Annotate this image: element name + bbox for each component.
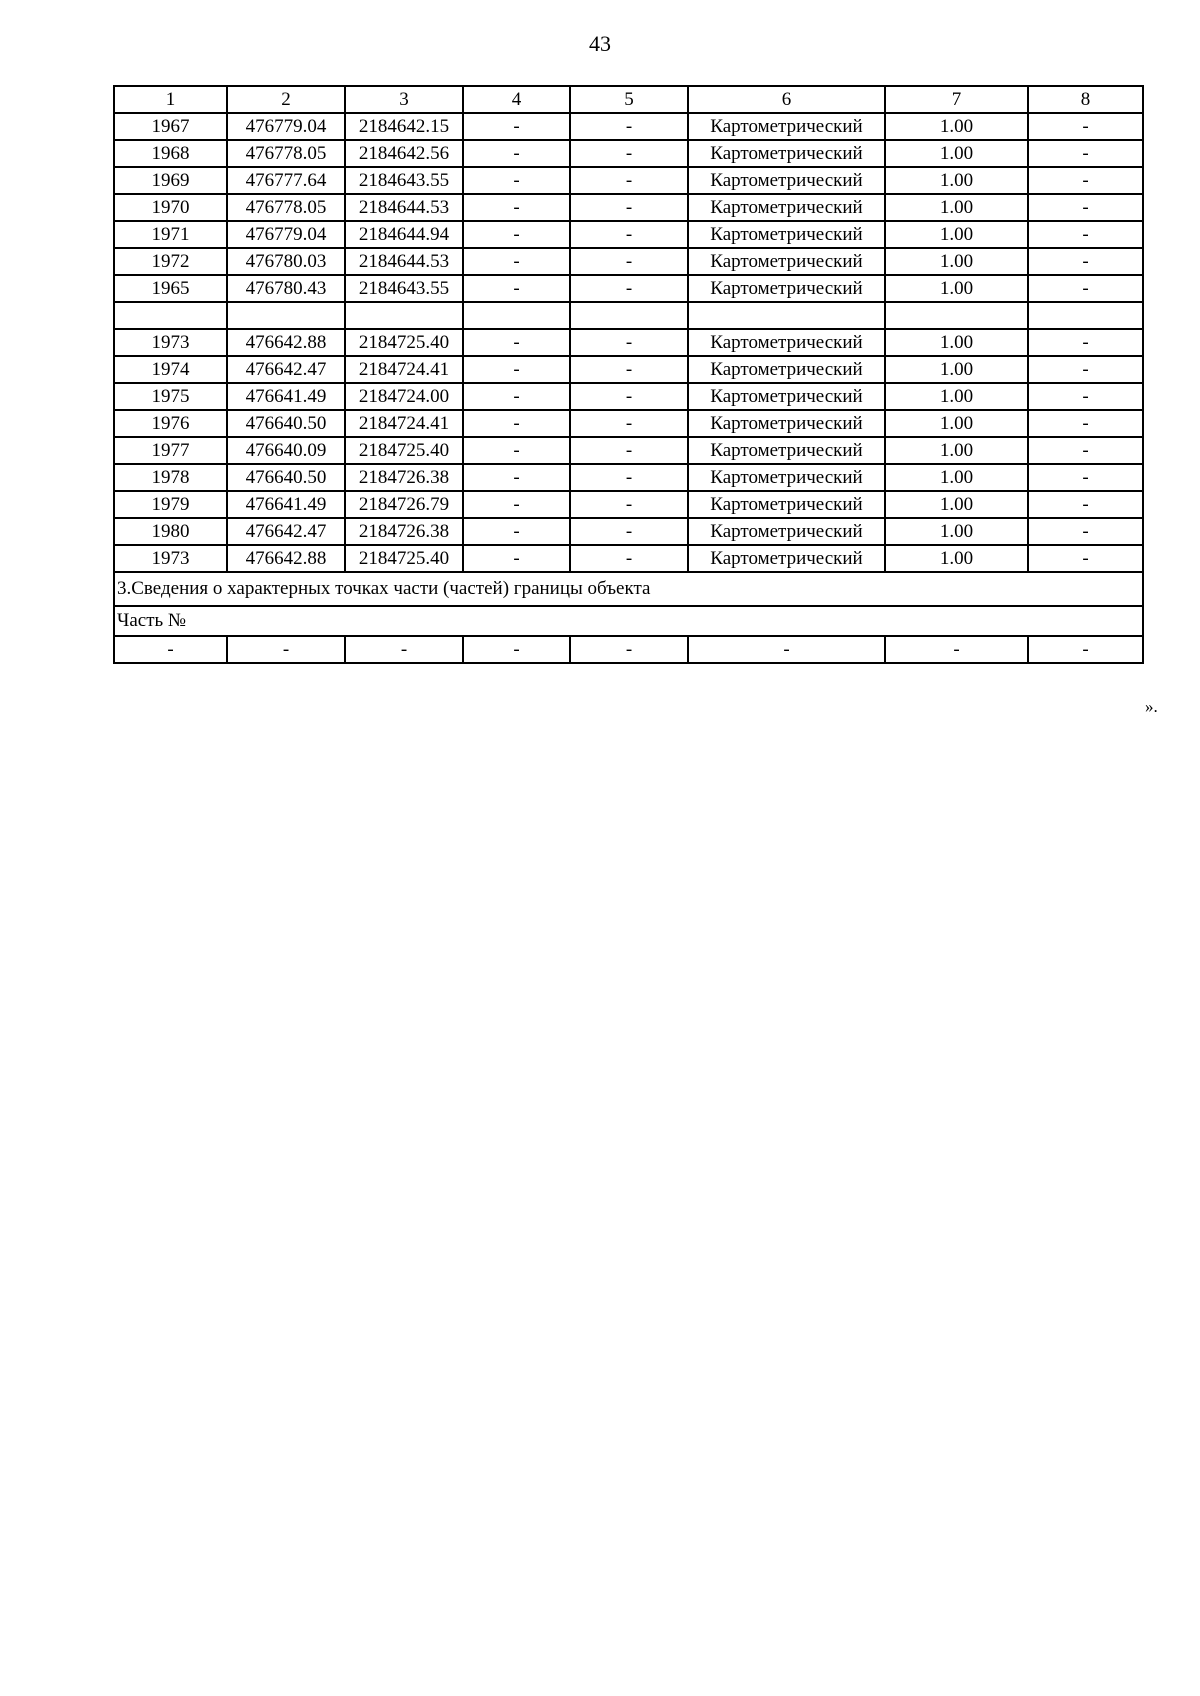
table-row	[114, 356, 1143, 383]
table-row-empty	[114, 302, 1143, 329]
y-coordinate-cell: 2184724.41	[345, 356, 463, 383]
method-cell: Картометрический	[688, 221, 885, 248]
point-number-cell: 1971	[114, 221, 227, 248]
x-coordinate-cell: 476640.09	[227, 437, 345, 464]
x-coordinate-cell: 476777.64	[227, 167, 345, 194]
table-cell: -	[1028, 464, 1143, 491]
table-row	[114, 383, 1143, 410]
table-cell: -	[570, 194, 688, 221]
point-number-cell: 1973	[114, 545, 227, 572]
method-cell: Картометрический	[688, 437, 885, 464]
x-coordinate-cell: 476641.49	[227, 383, 345, 410]
point-number-cell: 1973	[114, 329, 227, 356]
table-row	[114, 437, 1143, 464]
y-coordinate-cell: 2184724.00	[345, 383, 463, 410]
y-coordinate-cell: 2184726.38	[345, 518, 463, 545]
table-cell: -	[463, 410, 570, 437]
x-coordinate-cell: 476640.50	[227, 410, 345, 437]
table-cell	[463, 302, 570, 329]
part-data-row	[114, 636, 1143, 663]
x-coordinate-cell: 476780.43	[227, 275, 345, 302]
table-cell: -	[570, 140, 688, 167]
point-number-cell: 1967	[114, 113, 227, 140]
table-row	[114, 194, 1143, 221]
table-cell: -	[570, 491, 688, 518]
header-cell: 2	[227, 86, 345, 113]
header-cell: 1	[114, 86, 227, 113]
y-coordinate-cell: 2184644.53	[345, 194, 463, 221]
table-cell: -	[688, 636, 885, 663]
table-cell: -	[885, 636, 1028, 663]
method-cell: Картометрический	[688, 356, 885, 383]
table-cell: -	[570, 275, 688, 302]
header-cell: 4	[463, 86, 570, 113]
point-number-cell: 1979	[114, 491, 227, 518]
table-header-row	[114, 86, 1143, 113]
accuracy-cell: 1.00	[885, 356, 1028, 383]
table-cell: -	[1028, 518, 1143, 545]
page-number: 43	[589, 31, 611, 56]
method-cell: Картометрический	[688, 194, 885, 221]
header-cell: 8	[1028, 86, 1143, 113]
table-cell: -	[463, 275, 570, 302]
method-cell: Картометрический	[688, 329, 885, 356]
table-cell: -	[463, 140, 570, 167]
point-number-cell: 1978	[114, 464, 227, 491]
method-cell: Картометрический	[688, 545, 885, 572]
accuracy-cell: 1.00	[885, 194, 1028, 221]
table-cell: -	[463, 194, 570, 221]
accuracy-cell: 1.00	[885, 383, 1028, 410]
x-coordinate-cell: 476779.04	[227, 221, 345, 248]
table-cell: -	[1028, 113, 1143, 140]
x-coordinate-cell: 476778.05	[227, 194, 345, 221]
table-cell: -	[1028, 167, 1143, 194]
table-cell: -	[463, 356, 570, 383]
section-title: 3.Сведения о характерных точках части (частей) границы объекта	[114, 572, 1143, 606]
accuracy-cell: 1.00	[885, 167, 1028, 194]
method-cell: Картометрический	[688, 275, 885, 302]
table-cell: -	[463, 491, 570, 518]
table-cell: -	[1028, 275, 1143, 302]
table-row	[114, 248, 1143, 275]
table-cell	[570, 302, 688, 329]
accuracy-cell: 1.00	[885, 329, 1028, 356]
accuracy-cell: 1.00	[885, 221, 1028, 248]
point-number-cell: 1965	[114, 275, 227, 302]
table-cell: -	[463, 221, 570, 248]
table-cell: -	[570, 636, 688, 663]
table-cell: -	[1028, 248, 1143, 275]
table-row	[114, 545, 1143, 572]
table-cell: -	[463, 518, 570, 545]
table-cell: -	[570, 518, 688, 545]
table-cell: -	[570, 248, 688, 275]
table-cell: -	[1028, 545, 1143, 572]
x-coordinate-cell: 476641.49	[227, 491, 345, 518]
method-cell: Картометрический	[688, 140, 885, 167]
table-cell: -	[463, 329, 570, 356]
y-coordinate-cell: 2184644.53	[345, 248, 463, 275]
closing-quote-mark: ».	[1145, 697, 1158, 716]
y-coordinate-cell: 2184726.79	[345, 491, 463, 518]
y-coordinate-cell: 2184643.55	[345, 275, 463, 302]
header-cell: 7	[885, 86, 1028, 113]
part-label: Часть №	[114, 606, 1143, 636]
x-coordinate-cell: 476642.47	[227, 518, 345, 545]
point-number-cell: 1969	[114, 167, 227, 194]
point-number-cell: 1970	[114, 194, 227, 221]
x-coordinate-cell: 476779.04	[227, 113, 345, 140]
point-number-cell: 1980	[114, 518, 227, 545]
point-number-cell: 1968	[114, 140, 227, 167]
table-cell: -	[1028, 636, 1143, 663]
accuracy-cell: 1.00	[885, 275, 1028, 302]
header-cell: 6	[688, 86, 885, 113]
coordinates-table	[113, 85, 1144, 664]
table-cell: -	[463, 464, 570, 491]
accuracy-cell: 1.00	[885, 410, 1028, 437]
accuracy-cell: 1.00	[885, 491, 1028, 518]
table-cell: -	[570, 221, 688, 248]
method-cell: Картометрический	[688, 383, 885, 410]
table-cell: -	[345, 636, 463, 663]
table-cell: -	[570, 545, 688, 572]
table-cell	[885, 302, 1028, 329]
accuracy-cell: 1.00	[885, 545, 1028, 572]
point-number-cell: 1977	[114, 437, 227, 464]
table-cell	[227, 302, 345, 329]
table-cell: -	[463, 248, 570, 275]
y-coordinate-cell: 2184725.40	[345, 437, 463, 464]
y-coordinate-cell: 2184725.40	[345, 329, 463, 356]
x-coordinate-cell: 476642.88	[227, 545, 345, 572]
accuracy-cell: 1.00	[885, 140, 1028, 167]
table-row	[114, 329, 1143, 356]
table-cell: -	[227, 636, 345, 663]
table-cell: -	[463, 545, 570, 572]
x-coordinate-cell: 476642.47	[227, 356, 345, 383]
table-row	[114, 464, 1143, 491]
y-coordinate-cell: 2184726.38	[345, 464, 463, 491]
header-cell: 3	[345, 86, 463, 113]
table-cell	[688, 302, 885, 329]
table-cell: -	[570, 410, 688, 437]
method-cell: Картометрический	[688, 491, 885, 518]
point-number-cell: 1975	[114, 383, 227, 410]
accuracy-cell: 1.00	[885, 518, 1028, 545]
table-row	[114, 221, 1143, 248]
table-cell: -	[1028, 437, 1143, 464]
table-cell: -	[463, 167, 570, 194]
table-row	[114, 140, 1143, 167]
table-cell	[1028, 302, 1143, 329]
table-row	[114, 167, 1143, 194]
point-number-cell: 1972	[114, 248, 227, 275]
table-row	[114, 518, 1143, 545]
table-cell: -	[570, 329, 688, 356]
table-cell: -	[1028, 383, 1143, 410]
method-cell: Картометрический	[688, 464, 885, 491]
x-coordinate-cell: 476778.05	[227, 140, 345, 167]
table-cell: -	[463, 113, 570, 140]
y-coordinate-cell: 2184643.55	[345, 167, 463, 194]
table-cell: -	[1028, 491, 1143, 518]
table-cell: -	[570, 356, 688, 383]
table-cell: -	[1028, 194, 1143, 221]
accuracy-cell: 1.00	[885, 437, 1028, 464]
y-coordinate-cell: 2184642.15	[345, 113, 463, 140]
table-cell: -	[463, 636, 570, 663]
method-cell: Картометрический	[688, 167, 885, 194]
table-cell	[345, 302, 463, 329]
accuracy-cell: 1.00	[885, 464, 1028, 491]
table-cell: -	[1028, 356, 1143, 383]
method-cell: Картометрический	[688, 248, 885, 275]
method-cell: Картометрический	[688, 113, 885, 140]
table-cell: -	[570, 113, 688, 140]
method-cell: Картометрический	[688, 518, 885, 545]
x-coordinate-cell: 476640.50	[227, 464, 345, 491]
table-cell: -	[1028, 140, 1143, 167]
part-label-row	[114, 606, 1143, 636]
y-coordinate-cell: 2184724.41	[345, 410, 463, 437]
table-row	[114, 275, 1143, 302]
table-cell: -	[1028, 329, 1143, 356]
section-title-row	[114, 572, 1143, 606]
table-cell	[114, 302, 227, 329]
table-cell: -	[114, 636, 227, 663]
table-cell: -	[570, 464, 688, 491]
table-cell: -	[1028, 221, 1143, 248]
y-coordinate-cell: 2184644.94	[345, 221, 463, 248]
x-coordinate-cell: 476780.03	[227, 248, 345, 275]
method-cell: Картометрический	[688, 410, 885, 437]
table-cell: -	[570, 383, 688, 410]
point-number-cell: 1976	[114, 410, 227, 437]
table-cell: -	[1028, 410, 1143, 437]
accuracy-cell: 1.00	[885, 248, 1028, 275]
table-cell: -	[463, 437, 570, 464]
table-cell: -	[570, 437, 688, 464]
table-row	[114, 410, 1143, 437]
header-cell: 5	[570, 86, 688, 113]
y-coordinate-cell: 2184725.40	[345, 545, 463, 572]
accuracy-cell: 1.00	[885, 113, 1028, 140]
table-cell: -	[463, 383, 570, 410]
y-coordinate-cell: 2184642.56	[345, 140, 463, 167]
x-coordinate-cell: 476642.88	[227, 329, 345, 356]
table-cell: -	[570, 167, 688, 194]
table-row	[114, 113, 1143, 140]
table-row	[114, 491, 1143, 518]
point-number-cell: 1974	[114, 356, 227, 383]
